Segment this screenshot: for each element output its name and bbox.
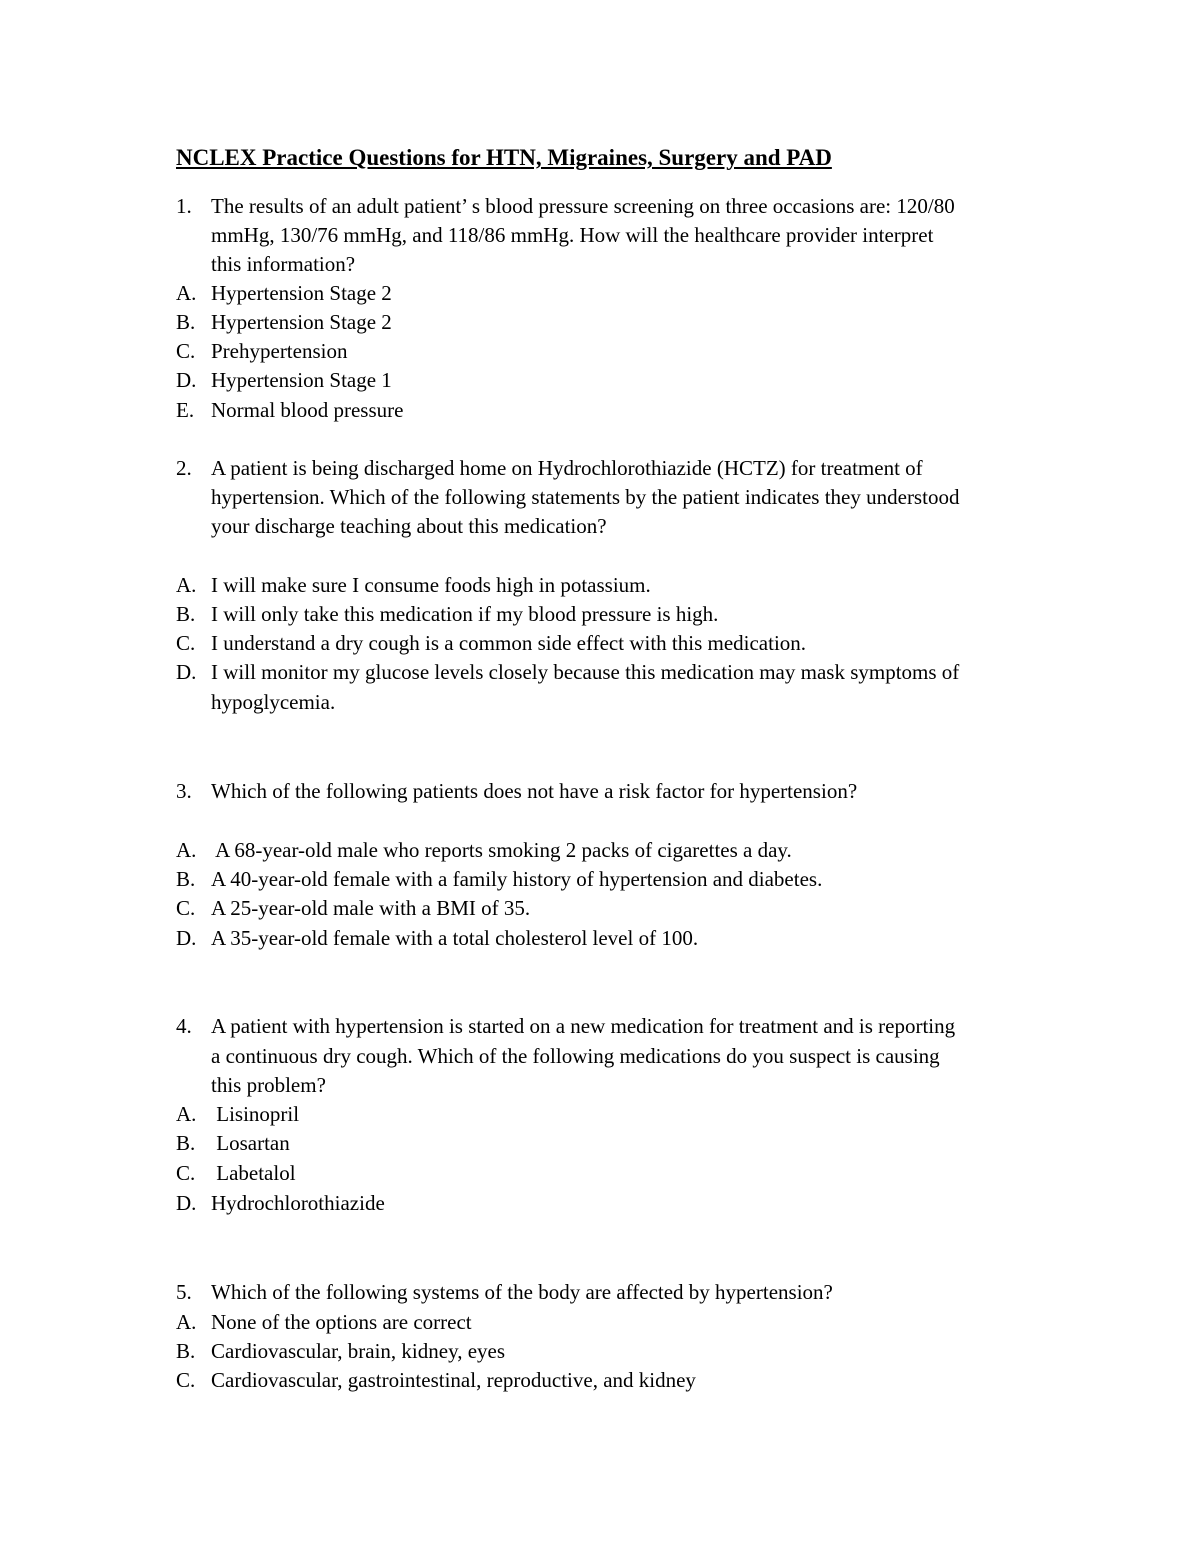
option-d: D. Hydrochlorothiazide <box>176 1191 385 1215</box>
question-2-line: your discharge teaching about this medication? <box>211 514 607 538</box>
question-number: 4. <box>176 1014 192 1038</box>
question-number: 1. <box>176 194 192 218</box>
option-a: A. A 68-year-old male who reports smoking 2 packs of cigarettes a day. <box>176 838 792 862</box>
option-e: E. Normal blood pressure <box>176 398 404 422</box>
option-a: A. Lisinopril <box>176 1102 300 1126</box>
option-a: A. None of the options are correct <box>176 1310 472 1334</box>
option-a: A. I will make sure I consume foods high in potassium. <box>176 573 651 597</box>
question-4-line: a continuous dry cough. Which of the following medications do you suspect is causing <box>211 1044 940 1068</box>
option-c: C. A 25-year-old male with a BMI of 35. <box>176 896 531 920</box>
question-number: 5. <box>176 1280 192 1304</box>
page-title: NCLEX Practice Questions for HTN, Migraines, Surgery and PAD <box>176 145 832 170</box>
option-d: D. I will monitor my glucose levels closely because this medication may mask symptoms of <box>176 660 960 684</box>
option-b: B. Cardiovascular, brain, kidney, eyes <box>176 1339 506 1363</box>
option-b: B. A 40-year-old female with a family history of hypertension and diabetes. <box>176 867 823 891</box>
question-1-line: 1. The results of an adult patient’ s blood pressure screening on three occasions are: 120/80 <box>176 192 1076 221</box>
question-1-line: this information? <box>211 252 356 276</box>
question-5-line: 5. Which of the following systems of the body are affected by hypertension? <box>176 1278 1076 1307</box>
question-number: 3. <box>176 779 192 803</box>
option-d-continued: hypoglycemia. <box>211 690 336 714</box>
option-b: B. Losartan <box>176 1131 290 1155</box>
option-d: D. Hypertension Stage 1 <box>176 368 392 392</box>
option-a: A. Hypertension Stage 2 <box>176 281 392 305</box>
option-c: C. Cardiovascular, gastrointestinal, reproductive, and kidney <box>176 1368 696 1392</box>
option-b: B. Hypertension Stage 2 <box>176 310 392 334</box>
question-1-line: mmHg, 130/76 mmHg, and 118/86 mmHg. How will the healthcare provider interpret <box>211 223 934 247</box>
question-3-line: 3. Which of the following patients does not have a risk factor for hypertension? <box>176 777 1076 806</box>
question-4-line: 4. A patient with hypertension is started on a new medication for treatment and is reporting <box>176 1012 1076 1041</box>
question-number: 2. <box>176 456 192 480</box>
question-2-line: hypertension. Which of the following statements by the patient indicates they understood <box>211 485 960 509</box>
option-c: C. I understand a dry cough is a common side effect with this medication. <box>176 631 807 655</box>
option-b: B. I will only take this medication if my blood pressure is high. <box>176 602 719 626</box>
option-c: C. Prehypertension <box>176 339 348 363</box>
option-c: C. Labetalol <box>176 1161 296 1185</box>
question-4-line: this problem? <box>211 1073 326 1097</box>
option-d: D. A 35-year-old female with a total cholesterol level of 100. <box>176 926 699 950</box>
question-2-line: 2. A patient is being discharged home on Hydrochlorothiazide (HCTZ) for treatment of <box>176 454 1076 483</box>
